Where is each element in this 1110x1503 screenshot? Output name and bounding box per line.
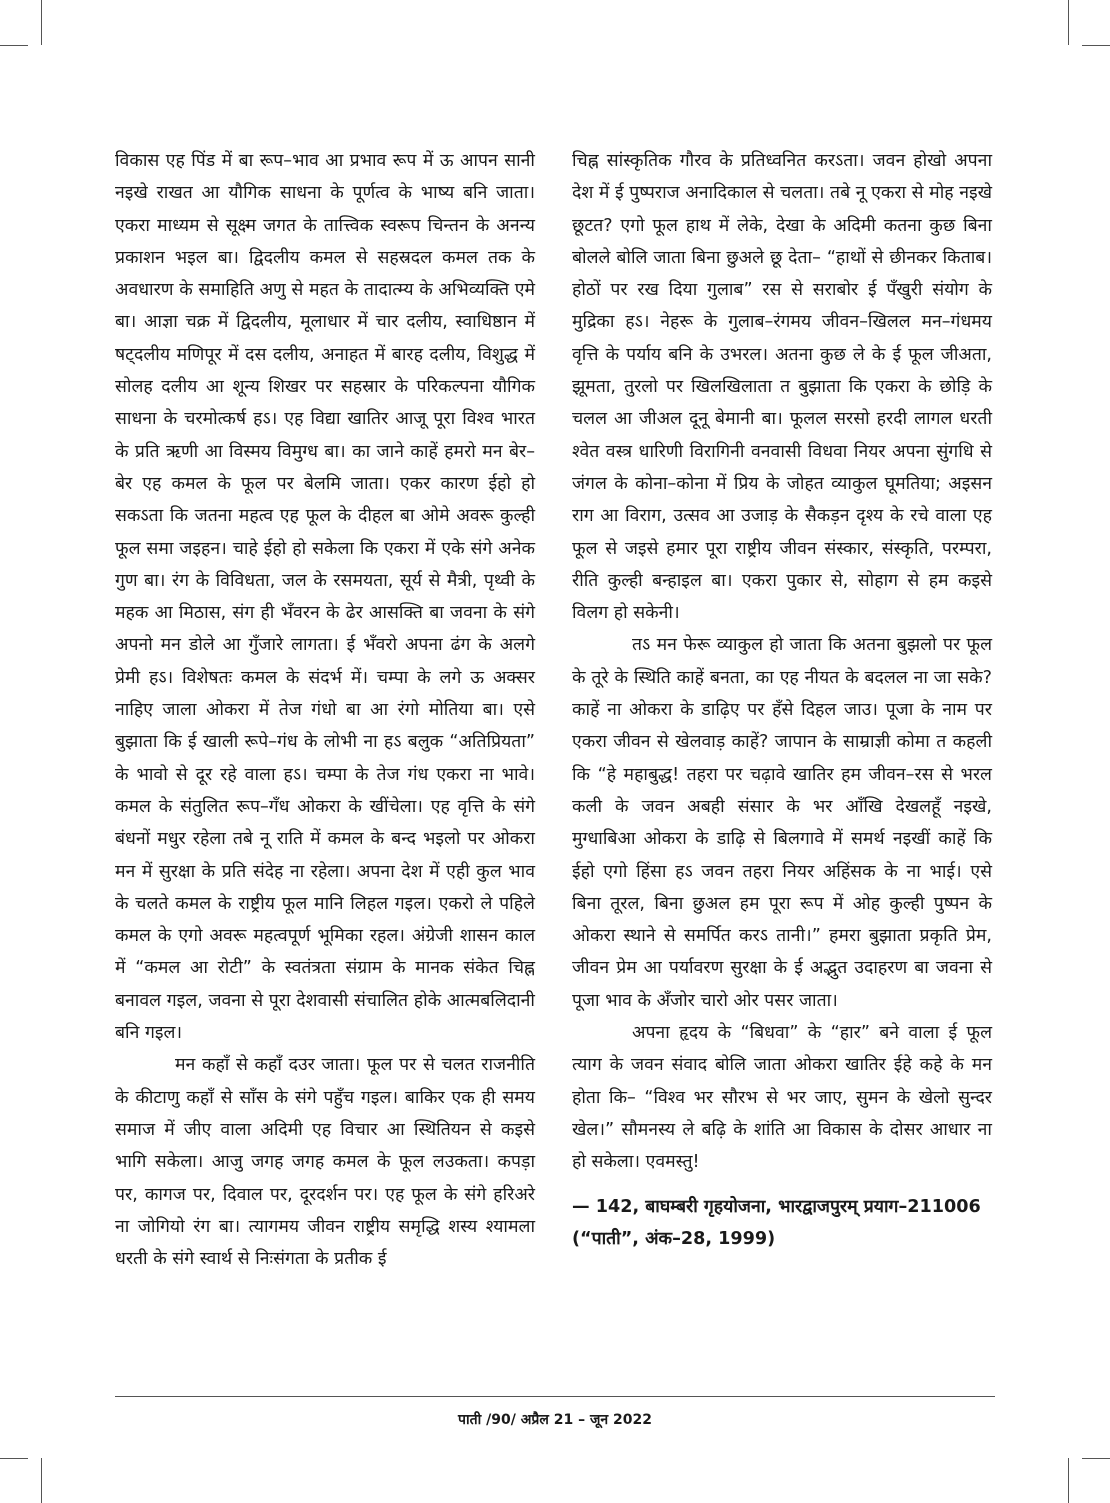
author-address: — 142, बाघम्बरी गृहयोजना, भारद्वाजपुरम् प्रयाग–211006 (“पाती”, अंक–28, 1999) — [572, 1196, 981, 1249]
footer-divider — [115, 1396, 995, 1397]
left-column — [115, 145, 535, 1275]
paragraph: मन कहाँ से कहाँ दउर जाता। फूल पर से चलत राजनीति के कीटाणु कहाँ से साँस के संगे पहुँच गइल। बाकिर एक ही समय समाज में जीए वाला अदिमी एह विचार आ स्थितियन से कइसे भागि सकेला। आजु जगह जगह कमल के फूल लउकता। कपड़ा पर, कागज पर, दिवाल पर, दूरदर्शन पर। एह फूल के संगे हरिअरे ना जोगियो रंग बा। त्यागमय जीवन राष्ट्रीय समृद्धि शस्य श्यामला धरती के संगे स्वार्थ से निःसंगता के प्रतीक ई — [115, 1055, 535, 1270]
paragraph: विकास एह पिंड में बा रूप–भाव आ प्रभाव रूप में ऊ आपन सानी नइखे राखत आ यौगिक साधना के पूर्णत्व के भाष्य बनि जाता। एकरा माध्यम से सूक्ष्म जगत के तात्त्विक स्वरूप चिन्तन के अनन्य प्रकाशन भइल बा। द्विदलीय कमल से सहस्रदल कमल तक के अवधारण के समाहिति अणु से महत के तादात्म्य के अभिव्यक्ति एमे बा। आज्ञा चक्र में द्विदलीय, मूलाधार में चार दलीय, स्वाधिष्ठान में षट्दलीय मणिपूर में दस दलीय, अनाहत में बारह दलीय, विशुद्ध में सोलह दलीय आ शून्य शिखर पर सहस्रार के परिकल्पना यौगिक साधना के चरमोत्कर्ष हऽ। एह विद्या खातिर आजू पूरा विश्व भारत के प्रति ऋणी आ विस्मय विमुग्ध बा। का जाने काहें हमरो मन बेर–बेर एह कमल के फूल पर बेलमि जाता। एकर कारण ईहो हो सकऽता कि जतना महत्व एह फूल के दीहल बा ओमे अवरू कुल्ही फूल समा जइहन। चाहे ईहो हो सकेला कि एकरा में एके संगे अनेक गुण बा। रंग के विविधता, जल के रसमयता, सूर्य से मैत्री, पृथ्वी के महक आ मिठास, संग ही भँवरन के ढेर आसक्ति बा जवना के संगे अपनो मन डोले आ गुँजारे लागता। ई भँवरो अपना ढंग के अलगे प्रेमी हऽ। विशेषतः कमल के संदर्भ में। चम्पा के लगे ऊ अक्सर नाहिए जाला ओकरा में तेज गंधो बा आ रंगो मोतिया बा। एसे बुझाता कि ई खाली रूपे–गंध के लोभी ना हऽ बलुक “अतिप्रियता” के भावो से दूर रहे वाला हऽ। चम्पा के तेज गंध एकरा ना भावे। कमल के संतुलित रूप–गँध ओकरा के खींचेला। एह वृत्ति के संगे बंधनों मधुर रहेला तबे नू राति में कमल के बन्द भइलो पर ओकरा मन में सुरक्षा के प्रति संदेह ना रहेला। अपना देश में एही कुल भाव के चलते कमल के राष्ट्रीय फूल मानि लिहल गइल। एकरो ले पहिले कमल के एगो अवरू महत्वपूर्ण भूमिका रहल। अंग्रेजी शासन काल में “कमल आ रोटी” के स्वतंत्रता संग्राम के मानक संकेत चिह्न बनावल गइल, जवना से पूरा देशवासी संचालित होके आत्मबलिदानी बनि गइल। — [115, 151, 535, 1044]
paragraph: चिह्न सांस्कृतिक गौरव के प्रतिध्वनित करऽता। जवन होखो अपना देश में ई पुष्पराज अनादिकाल से चलता। तबे नू एकरा से मोह नइखे छूटत? एगो फूल हाथ में लेके, देखा के अदिमी कतना कुछ बिना बोलले बोलि जाता बिना छुअले छू देता– “हाथों से छीनकर किताब। होठों पर रख दिया गुलाब” रस से सराबोर ई पँखुरी संयोग के मुद्रिका हऽ। नेहरू के गुलाब–रंगमय जीवन–खिलल मन–गंधमय वृत्ति के पर्याय बनि के उभरल। अतना कुछ ले के ई फूल जीअता, झूमता, तुरलो पर खिलखिलाता त बुझाता कि एकरा के छोड़ि के चलल आ जीअल दूनू बेमानी बा। फूलल सरसो हरदी लागल धरती श्वेत वस्त्र धारिणी विरागिनी वनवासी विधवा नियर अपना सुंगधि से जंगल के कोना–कोना में प्रिय के जोहत व्याकुल घूमतिया; अइसन राग आ विराग, उत्सव आ उजाड़ के सैकड़न दृश्य के रचे वाला एह फूल से जइसे हमार पूरा राष्ट्रीय जीवन संस्कार, संस्कृति, परम्परा, रीति कुल्ही बन्हाइल बा। एकरा पुकार से, सोहाग से हम कइसे विलग हो सकेनी। — [572, 151, 992, 624]
crop-mark-bottom-left-h — [0, 1458, 28, 1459]
page-footer: पाती /90/ अप्रैल 21 – जून 2022 — [458, 1412, 652, 1428]
paragraph: तऽ मन फेरू व्याकुल हो जाता कि अतना बुझलो पर फूल के तूरे के स्थिति काहें बनता, का एह नीयत के बदलल ना जा सके? काहें ना ओकरा के डाढ़िए पर हँसे दिहल जाउ। पूजा के नाम पर एकरा जीवन से खेलवाड़ काहें? जापान के साम्राज्ञी कोमा त कहली कि “हे महाबुद्ध! तहरा पर चढ़ावे खातिर हम जीवन–रस से भरल कली के जवन अबही संसार के भर आँखि देखलहूँ नइखे, मुग्धाबिआ ओकरा के डाढ़ि से बिलगावे में समर्थ नइखीं काहें कि ईहो एगो हिंसा हऽ जवन तहरा नियर अहिंसक के ना भाई। एसे बिना तूरल, बिना छुअल हम पूरा रूप में ओह कुल्ही पुष्पन के ओकरा स्थाने से समर्पित करऽ तानी।” हमरा बुझाता प्रकृति प्रेम, जीवन प्रेम आ पर्यावरण सुरक्षा के ई अद्भुत उदाहरण बा जवना से पूजा भाव के अँजोर चारो ओर पसर जाता। — [572, 635, 992, 1011]
crop-mark-top-left-v — [41, 0, 42, 45]
crop-mark-bottom-left-v — [41, 1458, 42, 1503]
crop-mark-bottom-right-h — [1082, 1458, 1110, 1459]
crop-mark-top-right-h — [1082, 45, 1110, 46]
crop-mark-top-right-v — [1068, 0, 1069, 45]
paragraph: अपना हृदय के “बिधवा” के “हार” बने वाला ई फूल त्याग के जवन संवाद बोलि जाता ओकरा खातिर ईहे कहे के मन होता कि– “विश्व भर सौरभ से भर जाए, सुमन के खेलो सुन्दर खेल।” सौमनस्य ले बढ़ि के शांति आ विकास के दोसर आधार ना हो सकेला। एवमस्तु! — [572, 1023, 992, 1173]
crop-mark-bottom-right-v — [1068, 1458, 1069, 1503]
crop-mark-top-left-h — [0, 45, 28, 46]
right-column — [572, 145, 992, 1255]
